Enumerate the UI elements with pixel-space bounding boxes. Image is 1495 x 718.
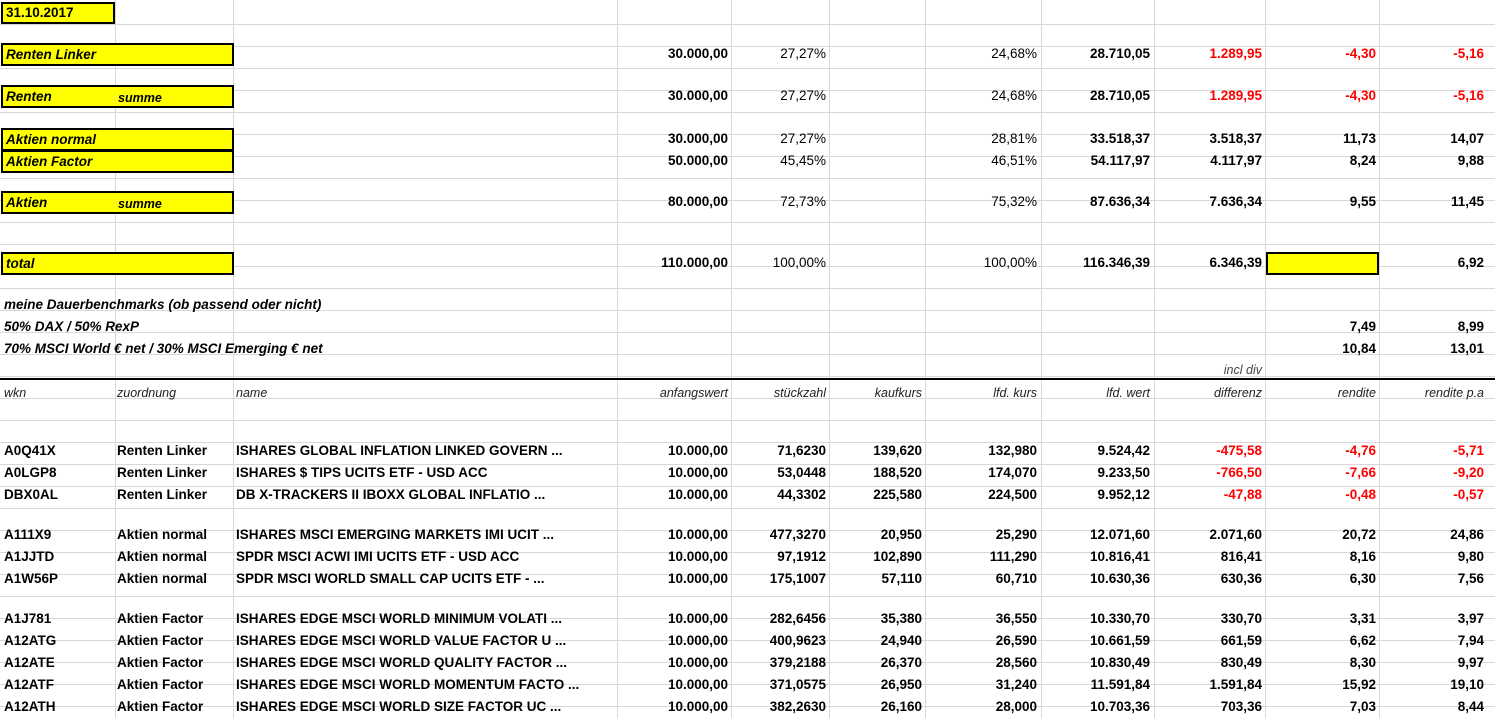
row-wkn[interactable]: A111X9 bbox=[4, 527, 52, 542]
row-wkn[interactable]: A1W56P bbox=[4, 571, 59, 586]
row-rendite[interactable]: 6,30 bbox=[1349, 571, 1376, 586]
row-anfangswert[interactable]: 10.000,00 bbox=[667, 611, 728, 626]
grid-row-line bbox=[0, 376, 1495, 377]
row-zuordnung[interactable]: Aktien Factor bbox=[117, 611, 204, 626]
summary-label-box[interactable] bbox=[1, 191, 234, 214]
header-wkn[interactable]: wkn bbox=[4, 386, 27, 400]
row-rendite-pa[interactable]: 3,97 bbox=[1457, 611, 1484, 626]
benchmark-rendite[interactable]: 10,84 bbox=[1342, 341, 1376, 356]
summary-differenz[interactable]: 4.117,97 bbox=[1210, 153, 1262, 168]
row-name[interactable]: ISHARES $ TIPS UCITS ETF - USD ACC bbox=[236, 465, 488, 480]
header-name[interactable]: name bbox=[236, 386, 268, 400]
row-kaufkurs[interactable]: 26,160 bbox=[880, 699, 922, 714]
row-rendite-pa[interactable]: -9,20 bbox=[1453, 465, 1484, 480]
row-rendite-pa[interactable]: 9,80 bbox=[1457, 549, 1484, 564]
row-zuordnung[interactable]: Aktien normal bbox=[117, 527, 208, 542]
row-anfangswert[interactable]: 10.000,00 bbox=[667, 655, 728, 670]
summary-label-box[interactable] bbox=[1, 150, 234, 173]
header-differenz[interactable]: differenz bbox=[1214, 386, 1262, 400]
row-wkn[interactable]: A0LGP8 bbox=[4, 465, 57, 480]
row-kaufkurs[interactable]: 35,380 bbox=[880, 611, 922, 626]
row-zuordnung[interactable]: Aktien Factor bbox=[117, 633, 204, 648]
summary-differenz[interactable]: 1.289,95 bbox=[1209, 46, 1262, 61]
row-rendite[interactable]: -4,76 bbox=[1345, 443, 1376, 458]
summary-percent[interactable]: 45,45% bbox=[780, 153, 826, 168]
grid-row-line bbox=[0, 508, 1495, 509]
summary-label: Renten Linker bbox=[6, 47, 97, 62]
row-anfangswert[interactable]: 10.000,00 bbox=[667, 699, 728, 714]
row-kaufkurs[interactable]: 26,950 bbox=[880, 677, 922, 692]
row-lfd-wert[interactable]: 10.630,36 bbox=[1089, 571, 1150, 586]
row-rendite[interactable]: 8,30 bbox=[1349, 655, 1376, 670]
row-kaufkurs[interactable]: 188,520 bbox=[873, 465, 922, 480]
row-name[interactable]: SPDR MSCI ACWI IMI UCITS ETF - USD ACC bbox=[236, 549, 520, 564]
row-lfd-kurs[interactable]: 31,240 bbox=[995, 677, 1037, 692]
row-kaufkurs[interactable]: 57,110 bbox=[881, 571, 922, 586]
row-zuordnung[interactable]: Aktien Factor bbox=[117, 655, 204, 670]
row-zuordnung[interactable]: Aktien Factor bbox=[117, 677, 204, 692]
incl-div-note: incl div bbox=[1223, 363, 1262, 377]
row-stueckzahl[interactable]: 382,2630 bbox=[769, 699, 826, 714]
grid-row-line bbox=[0, 178, 1495, 179]
grid-row-line bbox=[0, 244, 1495, 245]
row-differenz[interactable]: -766,50 bbox=[1216, 465, 1262, 480]
summary-rendite-pa[interactable]: 6,92 bbox=[1457, 255, 1484, 270]
row-kaufkurs[interactable]: 225,580 bbox=[873, 487, 922, 502]
benchmarks-title: meine Dauerbenchmarks (ob passend oder nicht) bbox=[4, 297, 322, 312]
row-rendite[interactable]: -0,48 bbox=[1345, 487, 1376, 502]
row-name[interactable]: ISHARES EDGE MSCI WORLD SIZE FACTOR UC ... bbox=[236, 699, 562, 714]
summary-percent[interactable]: 27,27% bbox=[780, 131, 826, 146]
benchmark-label: 50% DAX / 50% RexP bbox=[4, 319, 140, 334]
row-differenz[interactable]: 830,49 bbox=[1220, 655, 1262, 670]
row-anfangswert[interactable]: 10.000,00 bbox=[667, 549, 728, 564]
summary-anfangswert[interactable]: 30.000,00 bbox=[667, 46, 728, 61]
row-rendite-pa[interactable]: 7,56 bbox=[1457, 571, 1484, 586]
row-stueckzahl[interactable]: 282,6456 bbox=[769, 611, 826, 626]
row-rendite[interactable]: 15,92 bbox=[1342, 677, 1376, 692]
summary-rendite[interactable]: 11,73 bbox=[1342, 131, 1376, 146]
summary-label-box[interactable] bbox=[1, 85, 234, 108]
row-rendite[interactable]: -7,66 bbox=[1345, 465, 1376, 480]
row-name[interactable]: DB X-TRACKERS II IBOXX GLOBAL INFLATIO ... bbox=[236, 487, 546, 502]
row-lfd-wert[interactable]: 9.524,42 bbox=[1097, 443, 1150, 458]
summary-percent-current[interactable]: 75,32% bbox=[991, 194, 1037, 209]
summary-percent-current[interactable]: 28,81% bbox=[991, 131, 1037, 146]
row-kaufkurs[interactable]: 26,370 bbox=[880, 655, 922, 670]
summary-anfangswert[interactable]: 50.000,00 bbox=[667, 153, 728, 168]
row-anfangswert[interactable]: 10.000,00 bbox=[667, 571, 728, 586]
row-stueckzahl[interactable]: 371,0575 bbox=[769, 677, 826, 692]
row-name[interactable]: SPDR MSCI WORLD SMALL CAP UCITS ETF - ... bbox=[236, 571, 545, 586]
summary-lfd-wert[interactable]: 116.346,39 bbox=[1083, 255, 1150, 270]
row-lfd-kurs[interactable]: 28,000 bbox=[995, 699, 1037, 714]
summary-sub-label: summe bbox=[118, 197, 162, 211]
date-text: 31.10.2017 bbox=[6, 5, 74, 20]
row-anfangswert[interactable]: 10.000,00 bbox=[667, 487, 728, 502]
row-rendite-pa[interactable]: 9,97 bbox=[1457, 655, 1484, 670]
row-differenz[interactable]: 816,41 bbox=[1220, 549, 1262, 564]
row-wkn[interactable]: A12ATE bbox=[4, 655, 55, 670]
row-rendite-pa[interactable]: -5,71 bbox=[1453, 443, 1484, 458]
row-lfd-wert[interactable]: 10.816,41 bbox=[1089, 549, 1150, 564]
row-lfd-wert[interactable]: 10.661,59 bbox=[1089, 633, 1150, 648]
row-wkn[interactable]: A12ATF bbox=[4, 677, 55, 692]
grid-row-line bbox=[0, 596, 1495, 597]
benchmark-rendite-pa[interactable]: 13,01 bbox=[1450, 341, 1484, 356]
row-zuordnung[interactable]: Renten Linker bbox=[117, 465, 208, 480]
row-rendite-pa[interactable]: -0,57 bbox=[1453, 487, 1484, 502]
row-stueckzahl[interactable]: 477,3270 bbox=[769, 527, 826, 542]
row-lfd-wert[interactable]: 10.830,49 bbox=[1089, 655, 1150, 670]
summary-label-box[interactable] bbox=[1, 43, 234, 66]
row-anfangswert[interactable]: 10.000,00 bbox=[667, 677, 728, 692]
row-anfangswert[interactable]: 10.000,00 bbox=[667, 443, 728, 458]
row-lfd-kurs[interactable]: 132,980 bbox=[988, 443, 1037, 458]
header-kaufkurs[interactable]: kaufkurs bbox=[874, 386, 922, 400]
summary-percent[interactable]: 100,00% bbox=[772, 255, 826, 270]
row-lfd-wert[interactable]: 12.071,60 bbox=[1089, 527, 1150, 542]
grid-row-line bbox=[0, 420, 1495, 421]
grid-row-line bbox=[0, 68, 1495, 69]
row-name[interactable]: ISHARES EDGE MSCI WORLD QUALITY FACTOR ... bbox=[236, 655, 568, 670]
row-differenz[interactable]: 703,36 bbox=[1220, 699, 1262, 714]
row-name[interactable]: ISHARES EDGE MSCI WORLD VALUE FACTOR U ... bbox=[236, 633, 567, 648]
row-kaufkurs[interactable]: 102,890 bbox=[873, 549, 922, 564]
summary-percent[interactable]: 72,73% bbox=[780, 194, 826, 209]
header-lfd-wert[interactable]: lfd. wert bbox=[1106, 386, 1150, 400]
row-lfd-wert[interactable]: 9.233,50 bbox=[1097, 465, 1150, 480]
row-zuordnung[interactable]: Aktien normal bbox=[117, 571, 208, 586]
row-wkn[interactable]: A12ATG bbox=[4, 633, 57, 648]
summary-anfangswert[interactable]: 80.000,00 bbox=[667, 194, 728, 209]
summary-lfd-wert[interactable]: 87.636,34 bbox=[1089, 194, 1150, 209]
row-wkn[interactable]: DBX0AL bbox=[4, 487, 59, 502]
row-stueckzahl[interactable]: 97,1912 bbox=[777, 549, 826, 564]
summary-rendite-pa[interactable]: 14,07 bbox=[1450, 131, 1484, 146]
row-kaufkurs[interactable]: 24,940 bbox=[880, 633, 922, 648]
summary-rendite-pa[interactable]: 9,88 bbox=[1457, 153, 1484, 168]
header-zuordnung[interactable]: zuordnung bbox=[117, 386, 177, 400]
summary-sub-label: summe bbox=[118, 91, 162, 105]
header-rendite-pa[interactable]: rendite p.a bbox=[1424, 386, 1484, 400]
row-lfd-wert[interactable]: 10.330,70 bbox=[1089, 611, 1150, 626]
row-zuordnung[interactable]: Aktien Factor bbox=[117, 699, 204, 714]
summary-label-box[interactable] bbox=[1, 128, 234, 151]
summary-differenz[interactable]: 1.289,95 bbox=[1209, 88, 1262, 103]
row-lfd-wert[interactable]: 10.703,36 bbox=[1089, 699, 1150, 714]
summary-percent-current[interactable]: 24,68% bbox=[991, 46, 1037, 61]
row-zuordnung[interactable]: Renten Linker bbox=[117, 443, 208, 458]
summary-percent-current[interactable]: 24,68% bbox=[991, 88, 1037, 103]
summary-differenz[interactable]: 3.518,37 bbox=[1209, 131, 1262, 146]
row-lfd-wert[interactable]: 9.952,12 bbox=[1097, 487, 1150, 502]
header-separator bbox=[0, 378, 1495, 380]
date-cell[interactable] bbox=[1, 2, 115, 24]
row-rendite-pa[interactable]: 24,86 bbox=[1450, 527, 1484, 542]
summary-rendite[interactable]: -4,30 bbox=[1345, 46, 1376, 61]
row-differenz[interactable]: -47,88 bbox=[1223, 487, 1262, 502]
row-anfangswert[interactable]: 10.000,00 bbox=[667, 633, 728, 648]
row-wkn[interactable]: A1JJTD bbox=[4, 549, 55, 564]
row-wkn[interactable]: A0Q41X bbox=[4, 443, 56, 458]
row-anfangswert[interactable]: 10.000,00 bbox=[667, 527, 728, 542]
row-stueckzahl[interactable]: 400,9623 bbox=[769, 633, 826, 648]
summary-label: total bbox=[6, 256, 35, 271]
summary-lfd-wert[interactable]: 33.518,37 bbox=[1089, 131, 1150, 146]
row-rendite[interactable]: 6,62 bbox=[1349, 633, 1376, 648]
row-zuordnung[interactable]: Renten Linker bbox=[117, 487, 208, 502]
row-lfd-kurs[interactable]: 28,560 bbox=[995, 655, 1037, 670]
row-rendite[interactable]: 3,31 bbox=[1349, 611, 1376, 626]
header-rendite[interactable]: rendite bbox=[1337, 386, 1376, 400]
summary-rendite-pa[interactable]: -5,16 bbox=[1453, 88, 1484, 103]
row-lfd-kurs[interactable]: 224,500 bbox=[988, 487, 1037, 502]
summary-percent-current[interactable]: 100,00% bbox=[983, 255, 1037, 270]
row-name[interactable]: ISHARES MSCI EMERGING MARKETS IMI UCIT ... bbox=[236, 527, 555, 542]
summary-rendite[interactable]: 9,55 bbox=[1349, 194, 1376, 209]
summary-label: Renten bbox=[6, 89, 52, 104]
summary-label: Aktien normal bbox=[6, 132, 97, 147]
row-lfd-kurs[interactable]: 174,070 bbox=[988, 465, 1037, 480]
header-lfd-kurs[interactable]: lfd. kurs bbox=[993, 386, 1037, 400]
row-lfd-kurs[interactable]: 60,710 bbox=[995, 571, 1037, 586]
row-lfd-kurs[interactable]: 26,590 bbox=[995, 633, 1037, 648]
row-rendite-pa[interactable]: 8,44 bbox=[1457, 699, 1484, 714]
row-stueckzahl[interactable]: 44,3302 bbox=[777, 487, 826, 502]
row-rendite[interactable]: 20,72 bbox=[1342, 527, 1376, 542]
row-differenz[interactable]: 1.591,84 bbox=[1209, 677, 1262, 692]
row-anfangswert[interactable]: 10.000,00 bbox=[667, 465, 728, 480]
row-stueckzahl[interactable]: 53,0448 bbox=[777, 465, 826, 480]
row-stueckzahl[interactable]: 175,1007 bbox=[769, 571, 826, 586]
row-rendite[interactable]: 8,16 bbox=[1349, 549, 1376, 564]
row-lfd-wert[interactable]: 11.591,84 bbox=[1090, 677, 1150, 692]
grid-row-line bbox=[0, 112, 1495, 113]
row-differenz[interactable]: 2.071,60 bbox=[1209, 527, 1262, 542]
benchmark-label: 70% MSCI World € net / 30% MSCI Emerging € net bbox=[4, 341, 323, 356]
header-anfangswert[interactable]: anfangswert bbox=[659, 386, 728, 400]
summary-anfangswert[interactable]: 30.000,00 bbox=[667, 131, 728, 146]
row-zuordnung[interactable]: Aktien normal bbox=[117, 549, 208, 564]
row-differenz[interactable]: 661,59 bbox=[1220, 633, 1262, 648]
row-kaufkurs[interactable]: 139,620 bbox=[873, 443, 922, 458]
row-lfd-kurs[interactable]: 36,550 bbox=[995, 611, 1037, 626]
summary-percent-current[interactable]: 46,51% bbox=[991, 153, 1037, 168]
summary-label: Aktien Factor bbox=[6, 154, 93, 169]
summary-rendite[interactable]: 8,24 bbox=[1349, 153, 1376, 168]
summary-rendite-pa[interactable]: 11,45 bbox=[1450, 194, 1484, 209]
row-name[interactable]: ISHARES EDGE MSCI WORLD MINIMUM VOLATI ... bbox=[236, 611, 562, 626]
row-rendite-pa[interactable]: 7,94 bbox=[1457, 633, 1484, 648]
summary-anfangswert[interactable]: 30.000,00 bbox=[667, 88, 728, 103]
benchmark-rendite[interactable]: 7,49 bbox=[1349, 319, 1376, 334]
summary-lfd-wert[interactable]: 28.710,05 bbox=[1089, 88, 1150, 103]
row-kaufkurs[interactable]: 20,950 bbox=[880, 527, 922, 542]
row-wkn[interactable]: A12ATH bbox=[4, 699, 56, 714]
row-lfd-kurs[interactable]: 25,290 bbox=[995, 527, 1037, 542]
row-stueckzahl[interactable]: 379,2188 bbox=[769, 655, 826, 670]
total-rendite-highlight[interactable] bbox=[1266, 252, 1379, 275]
row-differenz[interactable]: -475,58 bbox=[1216, 443, 1262, 458]
grid-row-line bbox=[0, 222, 1495, 223]
grid-row-line bbox=[0, 288, 1495, 289]
row-name[interactable]: ISHARES GLOBAL INFLATION LINKED GOVERN ... bbox=[236, 443, 563, 458]
benchmark-rendite-pa[interactable]: 8,99 bbox=[1457, 319, 1484, 334]
row-lfd-kurs[interactable]: 111,290 bbox=[989, 549, 1037, 564]
summary-lfd-wert[interactable]: 54.117,97 bbox=[1090, 153, 1150, 168]
summary-rendite[interactable]: -4,30 bbox=[1345, 88, 1376, 103]
row-stueckzahl[interactable]: 71,6230 bbox=[777, 443, 826, 458]
row-differenz[interactable]: 630,36 bbox=[1220, 571, 1262, 586]
grid-row-line bbox=[0, 24, 1495, 25]
row-differenz[interactable]: 330,70 bbox=[1220, 611, 1262, 626]
summary-label-box[interactable] bbox=[1, 252, 234, 275]
row-rendite[interactable]: 7,03 bbox=[1349, 699, 1376, 714]
summary-differenz[interactable]: 6.346,39 bbox=[1209, 255, 1262, 270]
header-stueckzahl[interactable]: stückzahl bbox=[773, 386, 826, 400]
summary-anfangswert[interactable]: 110.000,00 bbox=[661, 255, 728, 270]
row-rendite-pa[interactable]: 19,10 bbox=[1450, 677, 1484, 692]
summary-label: Aktien bbox=[6, 195, 48, 210]
summary-percent[interactable]: 27,27% bbox=[780, 88, 826, 103]
summary-rendite-pa[interactable]: -5,16 bbox=[1453, 46, 1484, 61]
summary-percent[interactable]: 27,27% bbox=[780, 46, 826, 61]
row-name[interactable]: ISHARES EDGE MSCI WORLD MOMENTUM FACTO ... bbox=[236, 677, 580, 692]
summary-lfd-wert[interactable]: 28.710,05 bbox=[1089, 46, 1150, 61]
row-wkn[interactable]: A1J781 bbox=[4, 611, 52, 626]
summary-differenz[interactable]: 7.636,34 bbox=[1209, 194, 1262, 209]
